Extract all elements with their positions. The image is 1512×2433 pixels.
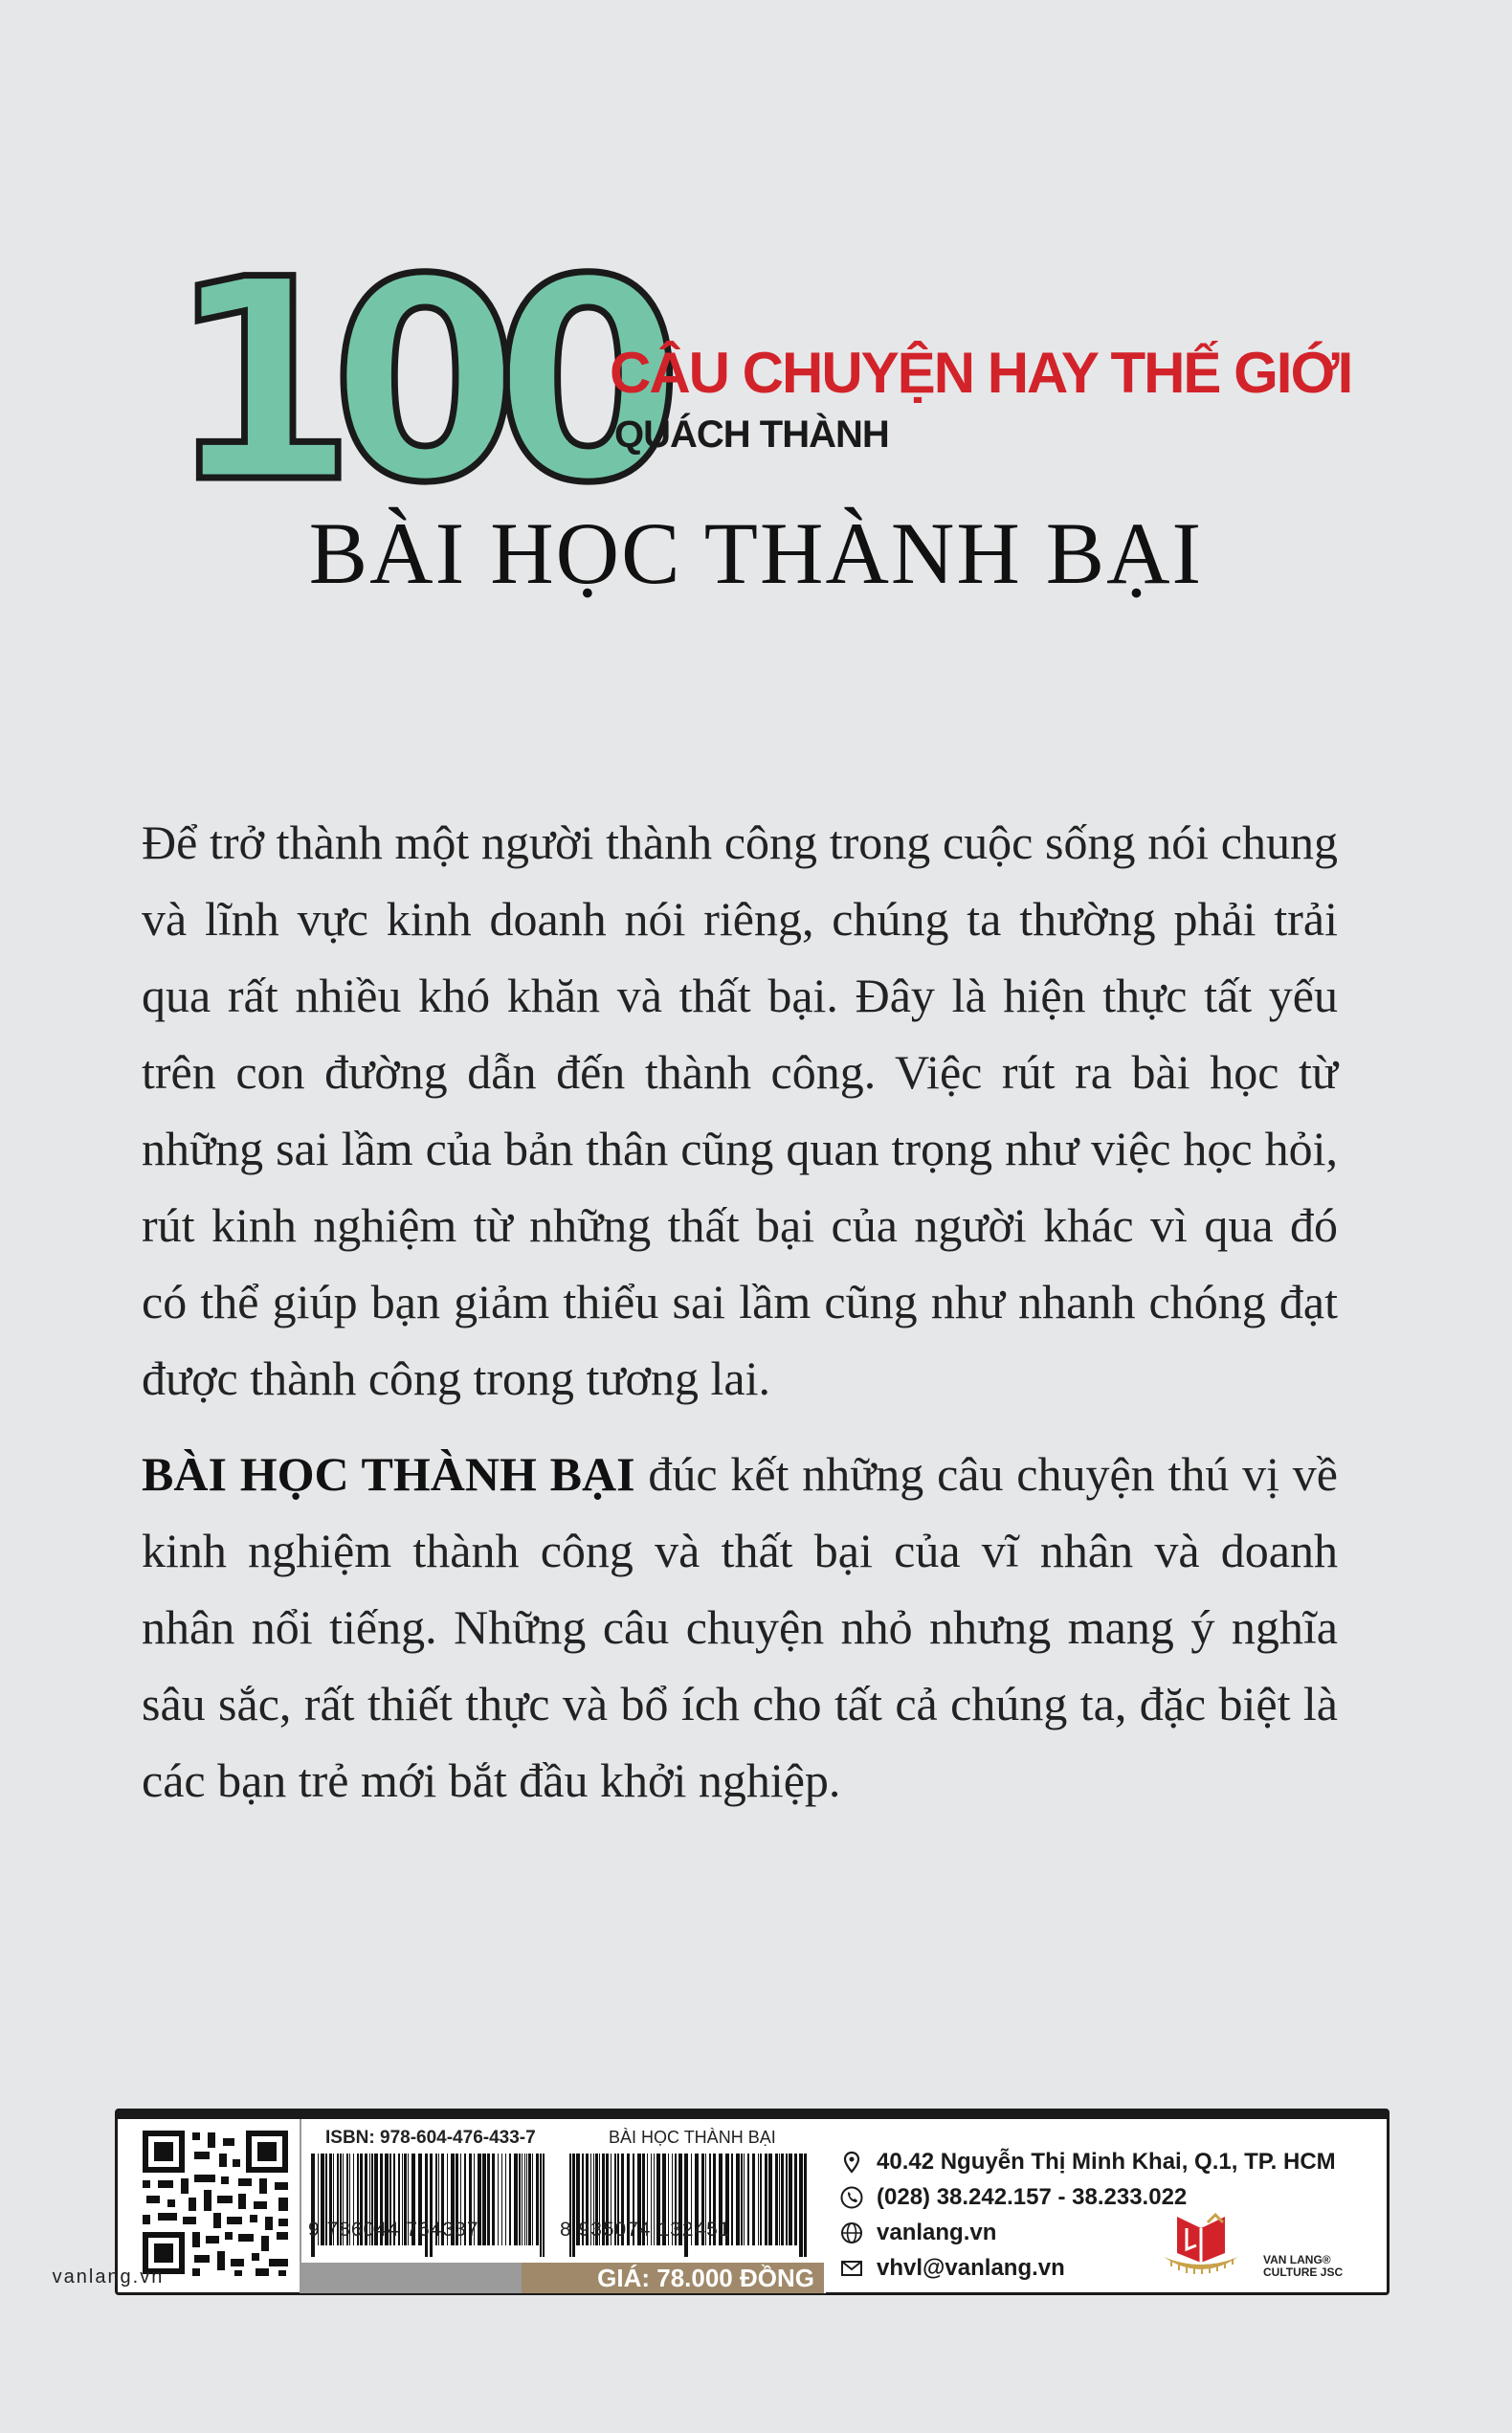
price-label: GIÁ: 78.000 ĐỒNG [522,2263,824,2293]
barcode-bar [524,2154,525,2245]
contact-website [840,2215,1336,2250]
author-name: QUÁCH THÀNH [614,413,889,456]
blurb-paragraph-2-text: đúc kết những câu chuyện thú vị về kinh nghiệm thành công và thất bại của vĩ nhân và doanh nhân nổi tiếng. Những câu chuyện nhỏ nhưng mang ý nghĩa sâu sắc, rất thiết thực và bổ ích cho tất cả chúng ta, đặc biệt là các bạn trẻ mới bắt đầu khởi nghiệp. [142,1447,1338,1807]
barcode-bar [501,2154,502,2245]
contact-email [840,2250,1336,2286]
barcode-title-text: BÀI HỌC THÀNH BẠI [609,2128,776,2147]
barcode-bar [799,2154,803,2257]
barcode-bar [758,2154,759,2245]
barcode-isbn [307,2154,556,2259]
barcode-bar [760,2154,762,2245]
barcode-bar [768,2154,772,2245]
phone-text: (028) 38.242.157 - 38.233.022 [877,2183,1188,2210]
barcode-bar [789,2154,792,2245]
barcode-bar [528,2154,531,2245]
blurb-paragraph-2 [142,1436,1338,1819]
mail-icon [840,2257,863,2280]
location-icon [840,2151,863,2174]
number-100: 100 [167,221,656,544]
info-box-top-bar [118,2111,1387,2119]
publisher-name-line1: VAN LANG® [1263,2253,1331,2266]
address-text: 40.42 Nguyễn Thị Minh Khai, Q.1, TP. HCM [877,2148,1336,2175]
barcode-bar [794,2154,797,2245]
barcode-grey-strip [300,2263,522,2293]
back-cover-blurb [142,804,1338,1838]
phone-icon [840,2186,863,2209]
barcode-bar [543,2154,545,2257]
barcode-bar [781,2154,784,2245]
publisher-name [1263,2254,1343,2279]
barcode-bar [741,2154,743,2245]
barcode-bar [736,2154,740,2245]
barcode-bar [775,2154,778,2245]
barcode-bar [765,2154,767,2245]
qr-website-label: vanlang.vn [52,2266,165,2288]
contact-list [840,2144,1336,2286]
barcode-bar [526,2154,527,2245]
barcode-bar [509,2154,511,2245]
barcode-bar [804,2154,807,2257]
publisher-name-line2: CULTURE JSC [1263,2266,1344,2279]
barcode-bar [492,2154,495,2245]
barcode-bar [519,2154,521,2245]
blurb-paragraph-1: Để trở thành một người thành công trong cuộc sống nói chung và lĩnh vực kinh doanh nói riêng, chúng ta thường phải trải qua rất nhiều khó khăn và thất bại. Đây là hiện thực tất yếu trên con đường dẫn đến thành công. Việc rút ra bài học từ những sai lầm của bản thân cũng quan trọng như việc học hỏi, rút kinh nghiệm từ những thất bại của người khác vì qua đó có thể giúp bạn giảm thiểu sai lầm cũng như nhanh chóng đạt được thành công trong tương lai. [142,815,1338,1405]
barcode-bar [498,2154,499,2245]
email-text[interactable]: vhvl@vanlang.vn [877,2254,1065,2281]
barcode-bar [731,2154,733,2245]
barcode-bar [505,2154,506,2245]
contact-address [840,2144,1336,2179]
barcode-bar [786,2154,788,2245]
barcode-bar [514,2154,518,2245]
barcode-bar [779,2154,780,2245]
barcode-bar [752,2154,755,2245]
barcode-bar [532,2154,533,2245]
contact-phone [840,2179,1336,2215]
barcode-bar [744,2154,745,2245]
blurb-title-bold: BÀI HỌC THÀNH BẠI [142,1447,635,1501]
barcode1-number: 9 786044 764337 [308,2219,479,2241]
barcode-bar [487,2154,490,2245]
barcode-bar [522,2154,523,2245]
barcode-bar [540,2154,542,2257]
website-text[interactable]: vanlang.vn [877,2219,997,2245]
barcode-bar [536,2154,539,2245]
barcode-bar [482,2154,486,2245]
cover-header [0,0,1512,670]
barcode-product [566,2154,814,2259]
isbn-text: ISBN: 978-604-476-433-7 [325,2128,536,2148]
globe-icon [840,2221,863,2244]
book-title: BÀI HỌC THÀNH BẠI [308,504,1204,602]
publisher-logo [1158,2199,1244,2280]
barcode2-number: 8 935074 132451 [560,2219,731,2241]
series-title: CÂU CHUYỆN HAY THẾ GIỚI [610,341,1352,405]
barcode-bar [747,2154,749,2245]
